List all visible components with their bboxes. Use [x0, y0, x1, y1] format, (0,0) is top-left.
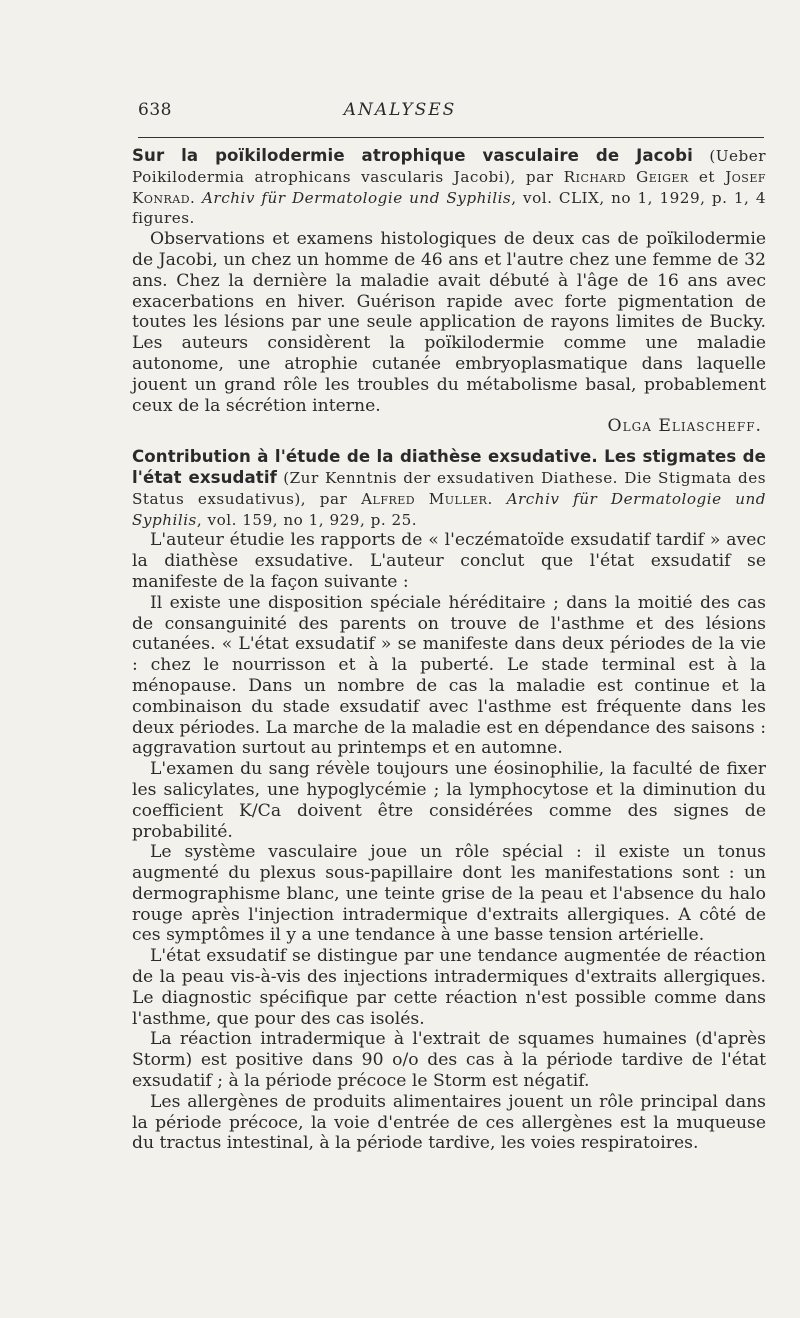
page-header [0, 98, 800, 128]
article-2-paragraph: La réaction intradermique à l'extrait de squames humaines (d'après Storm) est positive dans 90 o/o des cas à la période tardive de l'état exsudatif ; à la période précoce le Storm est négatif. [132, 1029, 766, 1092]
article-2 [132, 447, 766, 1154]
page-body [132, 146, 766, 1154]
running-title: ANALYSES [343, 100, 457, 120]
article-1-signature: Olga Eliascheff. [607, 416, 762, 437]
article-1-signature-line [132, 416, 766, 437]
article-2-ref-paren: (Zur Kenntnis der exsudativen Diathese. Die Stigmata des Status exsudativus), par [132, 468, 766, 508]
article-1-paragraph: Observations et examens histologiques de deux cas de poïkilodermie de Jacobi, un chez un homme de 46 ans et l'autre chez une femme de 32 ans. Chez la dernière la maladie avait débuté à l'âge de 16 ans avec exacerbations en hiver. Guérison rapide avec forte pigmentation de toutes les lésions par une seule application de rayons limites de Bucky. Les auteurs considèrent la poïkilodermie comme une maladie autonome, une atrophie cutanée embryoplasmatique dans laquelle jouent un grand rôle les troubles du métabolisme basal, probablement ceux de la sécrétion interne. [132, 229, 766, 416]
article-2-paragraph: L'auteur étudie les rapports de « l'eczématoïde exsudatif tardif » avec la diathèse exsudative. L'auteur conclut que l'état exsudatif se manifeste de la façon suivante : [132, 530, 766, 592]
page-number: 638 [138, 100, 172, 120]
article-1-ref-et: et [698, 167, 715, 186]
article-2-ref-tail: , vol. 159, no 1, 929, p. 25. [196, 510, 418, 529]
article-2-paragraph: Le système vasculaire joue un rôle spécial : il existe un tonus augmenté du plexus sous-papillaire dont les manifestations sont : un dermographisme blanc, une teinte grise de la peau et l'absence du halo rouge après l'injection intradermique d'extraits allergiques. A côté de ces symptômes il y a une tendance à une basse tension artérielle. [132, 842, 766, 946]
article-1-title: Sur la poïkilodermie atrophique vasculaire de Jacobi [132, 146, 693, 165]
article-1-journal: Archiv für Dermatologie und Syphilis [201, 188, 512, 207]
header-rule [138, 137, 764, 138]
article-2-paragraph: L'état exsudatif se distingue par une tendance augmentée de réaction de la peau vis-à-vis des injections intradermiques d'extraits allergiques. Le diagnostic spécifique par cette réaction n'est possible comme dans l'asthme, que pour des cas isolés. [132, 946, 766, 1029]
article-2-journal: Archiv für Dermatologie und Syphilis [132, 489, 767, 529]
article-1-author-1: Richard Geiger [563, 167, 689, 186]
article-1-author-2: Josef Konrad [132, 167, 766, 207]
article-2-paragraph: Il existe une disposition spéciale héréditaire ; dans la moitié des cas de consanguinité des parents on trouve de l'asthme et des lésions cutanées. « L'état exsudatif » se manifeste dans deux périodes de la vie : chez le nourrisson et à la puberté. Le stade terminal est à la ménopause. Dans un nombre de cas la maladie est continue et la combinaison du stade exsudatif avec l'asthme est fréquente dans les deux périodes. La marche de la maladie est en dépendance des saisons : aggravation surtout au printemps et en automne. [132, 592, 766, 759]
article-1 [132, 146, 766, 437]
article-1-heading [132, 146, 766, 229]
article-2-author: Alfred Muller [361, 489, 488, 508]
article-2-paragraph: L'examen du sang révèle toujours une éosinophilie, la faculté de fixer les salicylates, une hypoglycémie ; la lymphocytose et la diminution du coefficient K/Ca doivent être considérées comme des signes de probabilité. [132, 759, 766, 842]
article-2-paragraph: Les allergènes de produits alimentaires jouent un rôle principal dans la période précoce, la voie d'entrée de ces allergènes est la muqueuse du tractus intestinal, à la période tardive, les voies respiratoires. [132, 1091, 766, 1154]
article-1-ref-paren: (Ueber Poikilodermia atrophicans vascularis Jacobi), par [132, 147, 766, 186]
article-2-title: Contribution à l'étude de la diathèse exsudative. Les stigmates de l'état exsudatif [132, 447, 766, 487]
article-2-heading [132, 447, 766, 530]
article-1-ref-tail: , vol. CLIX, no 1, 1929, p. 1, 4 figures. [132, 188, 766, 228]
article-1-ref-dot: . [190, 188, 196, 207]
article-2-ref-dot: . [487, 489, 493, 508]
